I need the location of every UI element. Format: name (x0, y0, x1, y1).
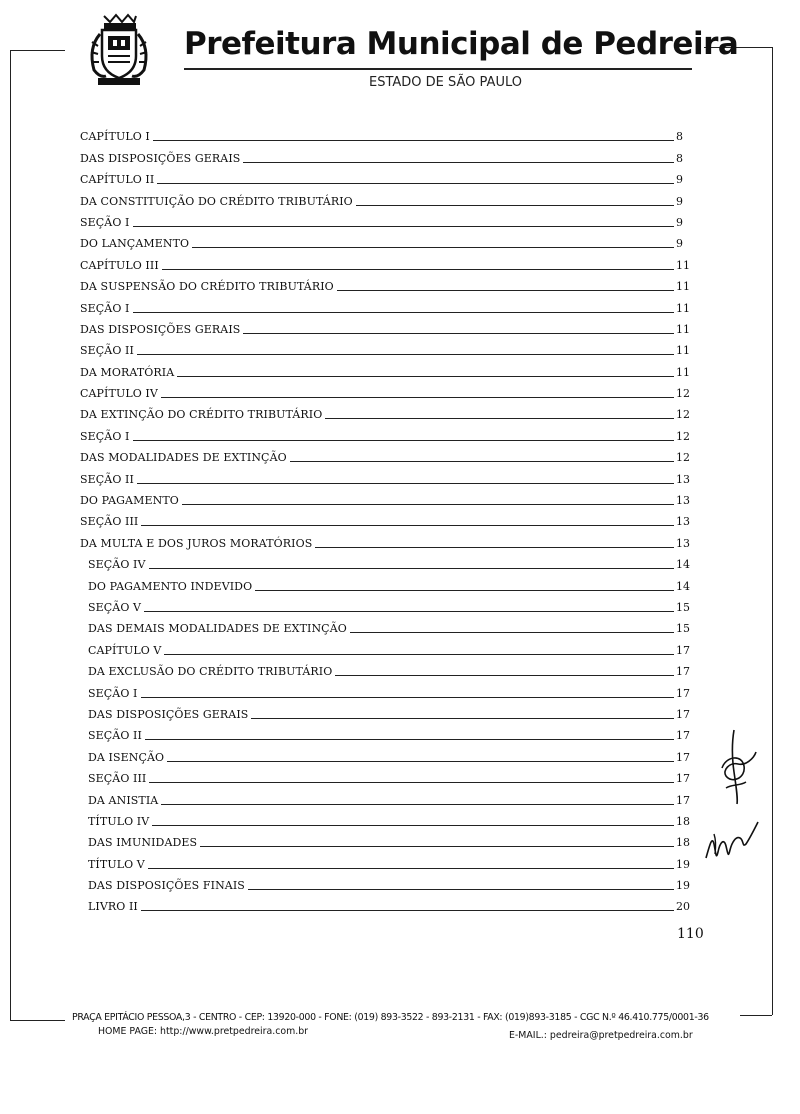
toc-leader (148, 868, 674, 869)
toc-entry (80, 486, 700, 507)
toc-leader (290, 461, 674, 462)
toc-leader (162, 269, 674, 270)
toc-entry-page: 15 (676, 622, 690, 636)
toc-entry-page: 8 (676, 151, 683, 165)
toc-entry-label: SEÇÃO III (80, 515, 139, 529)
toc-entry (80, 700, 700, 721)
toc-entry (80, 807, 700, 828)
toc-leader (192, 247, 674, 248)
toc-leader (167, 761, 674, 762)
toc-leader (141, 910, 674, 911)
toc-entry-page: 17 (676, 686, 690, 700)
toc-entry-label: DA CONSTITUIÇÃO DO CRÉDITO TRIBUTÁRIO (80, 194, 353, 208)
header-subtitle: ESTADO DE SÃO PAULO (369, 75, 522, 90)
toc-entry (80, 678, 700, 699)
toc-leader (141, 697, 675, 698)
toc-leader (243, 333, 674, 334)
toc-entry-label: SEÇÃO III (88, 772, 147, 786)
frame-line-left (10, 50, 11, 1020)
toc-entry (80, 614, 700, 635)
toc-entry-label: DAS MODALIDADES DE EXTINÇÃO (80, 451, 287, 465)
toc-leader (149, 782, 674, 783)
toc-entry-page: 14 (676, 558, 690, 572)
toc-entry-page: 13 (676, 515, 690, 529)
header-rule (184, 68, 692, 70)
toc-entry-label: DAS DISPOSIÇÕES GERAIS (80, 151, 241, 165)
toc-entry-page: 17 (676, 643, 690, 657)
signature-mark (702, 814, 760, 866)
toc-entry (80, 250, 700, 271)
toc-entry-page: 17 (676, 793, 690, 807)
toc-entry (80, 293, 700, 314)
page-number: 110 (677, 926, 704, 942)
toc-entry (80, 336, 700, 357)
toc-entry-label: SEÇÃO II (88, 729, 142, 743)
toc-entry (80, 229, 700, 250)
toc-entry-label: SEÇÃO II (80, 344, 134, 358)
toc-entry-page: 19 (676, 857, 690, 871)
toc-entry (80, 571, 700, 592)
toc-leader (144, 611, 674, 612)
toc-entry-label: DO PAGAMENTO INDEVIDO (88, 579, 253, 593)
toc-entry (80, 593, 700, 614)
toc-entry (80, 400, 700, 421)
toc-entry (80, 464, 700, 485)
toc-entry-page: 17 (676, 707, 690, 721)
toc-entry-page: 13 (676, 494, 690, 508)
toc-entry (80, 122, 700, 143)
toc-leader (137, 483, 674, 484)
toc-entry-label: CAPÍTULO V (88, 643, 162, 657)
toc-entry-label: DA MULTA E DOS JUROS MORATÓRIOS (80, 536, 313, 550)
toc-leader (200, 846, 674, 847)
toc-entry-page: 13 (676, 472, 690, 486)
toc-leader (164, 654, 674, 655)
toc-entry (80, 550, 700, 571)
toc-entry (80, 357, 700, 378)
toc-entry (80, 871, 700, 892)
toc-leader (248, 889, 674, 890)
toc-entry-label: DA SUSPENSÃO DO CRÉDITO TRIBUTÁRIO (80, 280, 334, 294)
toc-entry-label: SEÇÃO I (80, 215, 130, 229)
toc-entry-label: DAS DEMAIS MODALIDADES DE EXTINÇÃO (88, 622, 347, 636)
toc-entry-label: CAPÍTULO IV (80, 387, 158, 401)
toc-entry-label: DA MORATÓRIA (80, 365, 175, 379)
toc-entry-label: CAPÍTULO II (80, 173, 155, 187)
toc-entry-page: 9 (676, 215, 683, 229)
toc-entry (80, 379, 700, 400)
toc-entry-label: SEÇÃO II (80, 472, 134, 486)
toc-entry (80, 143, 700, 164)
toc-entry-page: 12 (676, 387, 690, 401)
toc-entry-label: DA ANISTIA (88, 793, 159, 807)
toc-entry-page: 12 (676, 429, 690, 443)
toc-entry (80, 315, 700, 336)
toc-entry-page: 14 (676, 579, 690, 593)
toc-entry-page: 12 (676, 451, 690, 465)
toc-leader (133, 440, 675, 441)
toc-entry-page: 9 (676, 173, 683, 187)
toc-leader (243, 162, 674, 163)
toc-entry-label: DAS DISPOSIÇÕES GERAIS (80, 322, 241, 336)
toc-entry-page: 11 (676, 365, 690, 379)
toc-leader (141, 525, 674, 526)
toc-entry (80, 785, 700, 806)
toc-entry-page: 18 (676, 814, 690, 828)
toc-entry-page: 11 (676, 258, 690, 272)
toc-leader (157, 183, 674, 184)
toc-entry-label: LIVRO II (88, 900, 138, 914)
toc-leader (315, 547, 674, 548)
toc-entry-page: 9 (676, 194, 683, 208)
toc-entry-label: DA ISENÇÃO (88, 750, 165, 764)
toc-entry (80, 635, 700, 656)
toc-entry-label: CAPÍTULO III (80, 258, 159, 272)
toc-entry-page: 11 (676, 280, 690, 294)
toc-entry (80, 507, 700, 528)
toc-entry-page: 8 (676, 130, 683, 144)
toc-leader (153, 140, 674, 141)
toc-entry (80, 272, 700, 293)
toc-leader (335, 675, 674, 676)
toc-entry-page: 12 (676, 408, 690, 422)
toc-entry-label: DAS IMUNIDADES (88, 836, 198, 850)
frame-line-bottom-left (10, 1020, 65, 1021)
toc-entry-page: 11 (676, 344, 690, 358)
toc-entry (80, 721, 700, 742)
toc-entry (80, 208, 700, 229)
toc-entry-label: SEÇÃO I (80, 429, 130, 443)
toc-leader (337, 290, 674, 291)
toc-entry-page: 11 (676, 301, 690, 315)
toc-entry-label: DAS DISPOSIÇÕES FINAIS (88, 879, 245, 893)
frame-line-bottom-right (740, 1015, 772, 1016)
toc-entry (80, 828, 700, 849)
toc-leader (133, 312, 675, 313)
toc-entry (80, 186, 700, 207)
toc-entry-page: 13 (676, 536, 690, 550)
toc-entry-label: SEÇÃO IV (88, 558, 146, 572)
toc-entry-label: TÍTULO V (88, 857, 145, 871)
toc-leader (145, 739, 674, 740)
toc-entry-page: 20 (676, 900, 690, 914)
toc-entry (80, 528, 700, 549)
toc-entry (80, 849, 700, 870)
toc-entry (80, 657, 700, 678)
toc-entry-label: TÍTULO IV (88, 814, 150, 828)
frame-line-right (772, 47, 773, 1015)
toc-entry (80, 421, 700, 442)
toc-leader (182, 504, 674, 505)
toc-entry (80, 443, 700, 464)
toc-entry-page: 19 (676, 879, 690, 893)
toc-leader (325, 418, 674, 419)
toc-entry-page: 18 (676, 836, 690, 850)
toc-entry (80, 165, 700, 186)
toc-entry-page: 15 (676, 600, 690, 614)
footer-address: PRAÇA EPITÁCIO PESSOA,3 - CENTRO - CEP: 13920-000 - FONE: (019) 893-3522 - 893-2131 - FAX: (019)893-3185 - CGC N.º 46.410.775/0001-36 (72, 1012, 709, 1023)
toc-entry-page: 11 (676, 322, 690, 336)
table-of-contents (80, 122, 700, 913)
toc-entry-label: SEÇÃO V (88, 600, 142, 614)
header-title: Prefeitura Municipal de Pedreira (184, 26, 739, 62)
municipal-crest-icon (86, 12, 152, 90)
toc-leader (251, 718, 674, 719)
toc-leader (255, 590, 674, 591)
toc-leader (350, 632, 674, 633)
toc-leader (356, 205, 674, 206)
toc-entry (80, 892, 700, 913)
toc-entry-label: SEÇÃO I (88, 686, 138, 700)
toc-entry (80, 764, 700, 785)
toc-entry-label: DA EXTINÇÃO DO CRÉDITO TRIBUTÁRIO (80, 408, 323, 422)
toc-entry-label: DA EXCLUSÃO DO CRÉDITO TRIBUTÁRIO (88, 665, 333, 679)
toc-leader (161, 397, 674, 398)
toc-entry-label: DAS DISPOSIÇÕES GERAIS (88, 707, 249, 721)
frame-line-top-left (10, 50, 65, 51)
toc-leader (133, 226, 675, 227)
toc-entry-label: CAPÍTULO I (80, 130, 150, 144)
toc-entry-page: 9 (676, 237, 683, 251)
toc-leader (152, 825, 674, 826)
toc-entry-page: 17 (676, 665, 690, 679)
toc-entry-label: DO PAGAMENTO (80, 494, 179, 508)
signature-initials-mark (712, 728, 760, 806)
toc-entry-label: DO LANÇAMENTO (80, 237, 190, 251)
toc-leader (137, 354, 674, 355)
toc-entry-page: 17 (676, 772, 690, 786)
toc-entry (80, 742, 700, 763)
toc-entry-page: 17 (676, 750, 690, 764)
toc-leader (149, 568, 674, 569)
footer-home-page: HOME PAGE: http://www.pretpedreira.com.br (98, 1026, 309, 1037)
toc-entry-label: SEÇÃO I (80, 301, 130, 315)
toc-leader (177, 376, 674, 377)
footer-email: E-MAIL.: pedreira@pretpedreira.com.br (509, 1030, 693, 1041)
toc-entry-page: 17 (676, 729, 690, 743)
toc-leader (161, 804, 674, 805)
